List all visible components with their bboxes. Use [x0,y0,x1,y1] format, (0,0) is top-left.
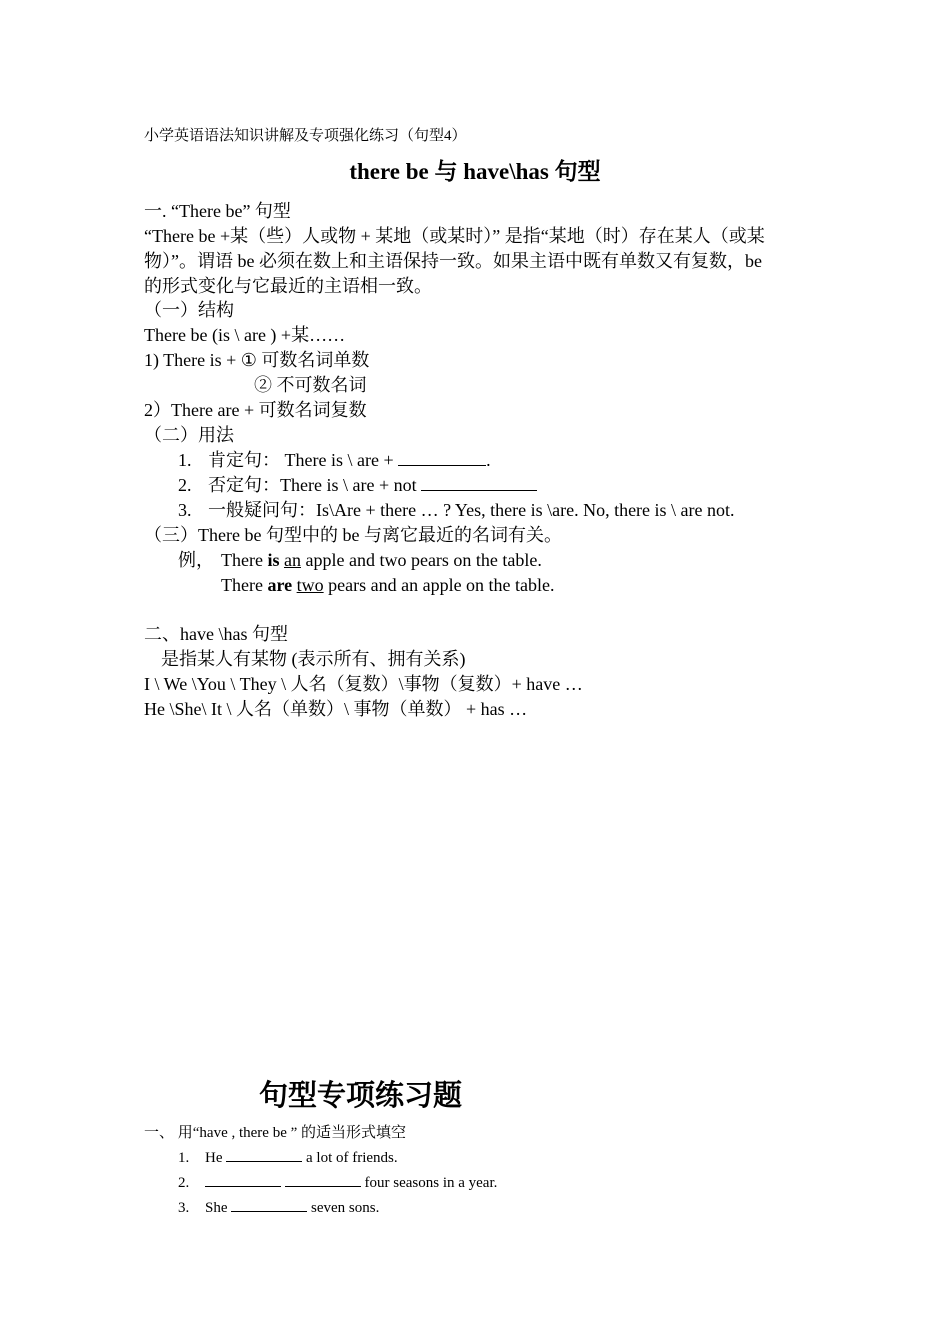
rule-1: 1) There is + ① 可数名词单数 [144,350,370,370]
has-rule: He \She\ It \ 人名（单数）\ 事物（单数） + has … [144,699,528,719]
usage-heading: （二）用法 [144,425,234,445]
example-1-verb: is [267,550,280,570]
exercise-instruction: 一、 用“have , there be ” 的适当形式填空 [144,1125,407,1141]
answer-blank[interactable] [285,1172,361,1187]
definition-line-3: 的形式变化与它最近的主语相一致。 [144,276,432,296]
example-1-part-a: There [221,550,268,570]
usage-2-text: 否定句：There is \ are + not [208,475,417,495]
exercise-item [178,1196,379,1220]
answer-blank[interactable] [231,1197,307,1212]
section2-description: 是指某人有某物 (表示所有、拥有关系) [161,649,466,669]
definition-line-2: 物）”。谓语 be 必须在数上和主语保持一致。如果主语中既有单数又有复数，be [144,251,762,271]
exercise-item [178,1171,497,1195]
exercise-item-suffix: a lot of friends. [302,1150,398,1166]
exercise-title: 句型专项练习题 [259,1078,463,1112]
example-1-part-c: apple and two pears on the table. [300,550,542,570]
usage-2-number: 2. [178,475,192,495]
example-label: 例， [178,550,214,570]
answer-blank[interactable] [205,1172,281,1187]
example-1 [221,548,542,572]
exercise-item-number: 3. [178,1200,190,1216]
usage-1-end: . [486,450,491,470]
exercise-item [178,1146,398,1170]
usage-3-text: 一般疑问句：Is\Are + there … ? Yes, there is \are. No, there is \ are not. [208,500,735,520]
exercise-item-prefix: He [205,1150,227,1166]
definition-line-1: “There be +某（些）人或物 + 某地（或某时）” 是指“某地（时）存在某人（或某 [144,226,765,246]
have-rule: I \ We \You \ They \ 人名（复数）\事物（复数）+ have … [144,674,583,694]
usage-1-number: 1. [178,450,192,470]
example-2-part-a: There [221,575,268,595]
usage-3 [178,498,735,522]
section1-heading: 一. “There be” 句型 [144,201,291,221]
usage-1-text: 肯定句： There is \ are + [208,450,394,470]
example-2 [221,573,555,597]
page-title: there be 与 have\has 句型 [349,159,601,184]
exercise-item-number: 2. [178,1175,190,1191]
structure-formula: There be (is \ are ) +某…… [144,325,346,345]
exercise-item-suffix: four seasons in a year. [360,1175,498,1191]
exercise-item-suffix: seven sons. [307,1200,380,1216]
header-line: 小学英语语法知识讲解及专项强化练习（句型4） [144,128,467,144]
exercise-item-prefix: She [205,1200,232,1216]
rule-2: 2）There are + 可数名词复数 [144,400,367,420]
usage-2 [178,473,537,497]
section2-heading: 二、have \has 句型 [144,624,288,644]
usage-3-number: 3. [178,500,192,520]
example-1-determiner: an [283,550,301,570]
example-2-verb: are [267,575,293,595]
usage-1 [178,448,491,472]
exercise-item-number: 1. [178,1150,190,1166]
usage-2-blank [421,473,537,491]
rule-3: （三）There be 句型中的 be 与离它最近的名词有关。 [144,525,562,545]
answer-blank[interactable] [226,1147,302,1162]
usage-1-blank [398,448,486,466]
structure-heading: （一）结构 [144,300,234,320]
example-2-part-c: pears and an apple on the table. [323,575,555,595]
example-2-determiner: two [296,575,324,595]
rule-1b: ② 不可数名词 [254,375,367,395]
